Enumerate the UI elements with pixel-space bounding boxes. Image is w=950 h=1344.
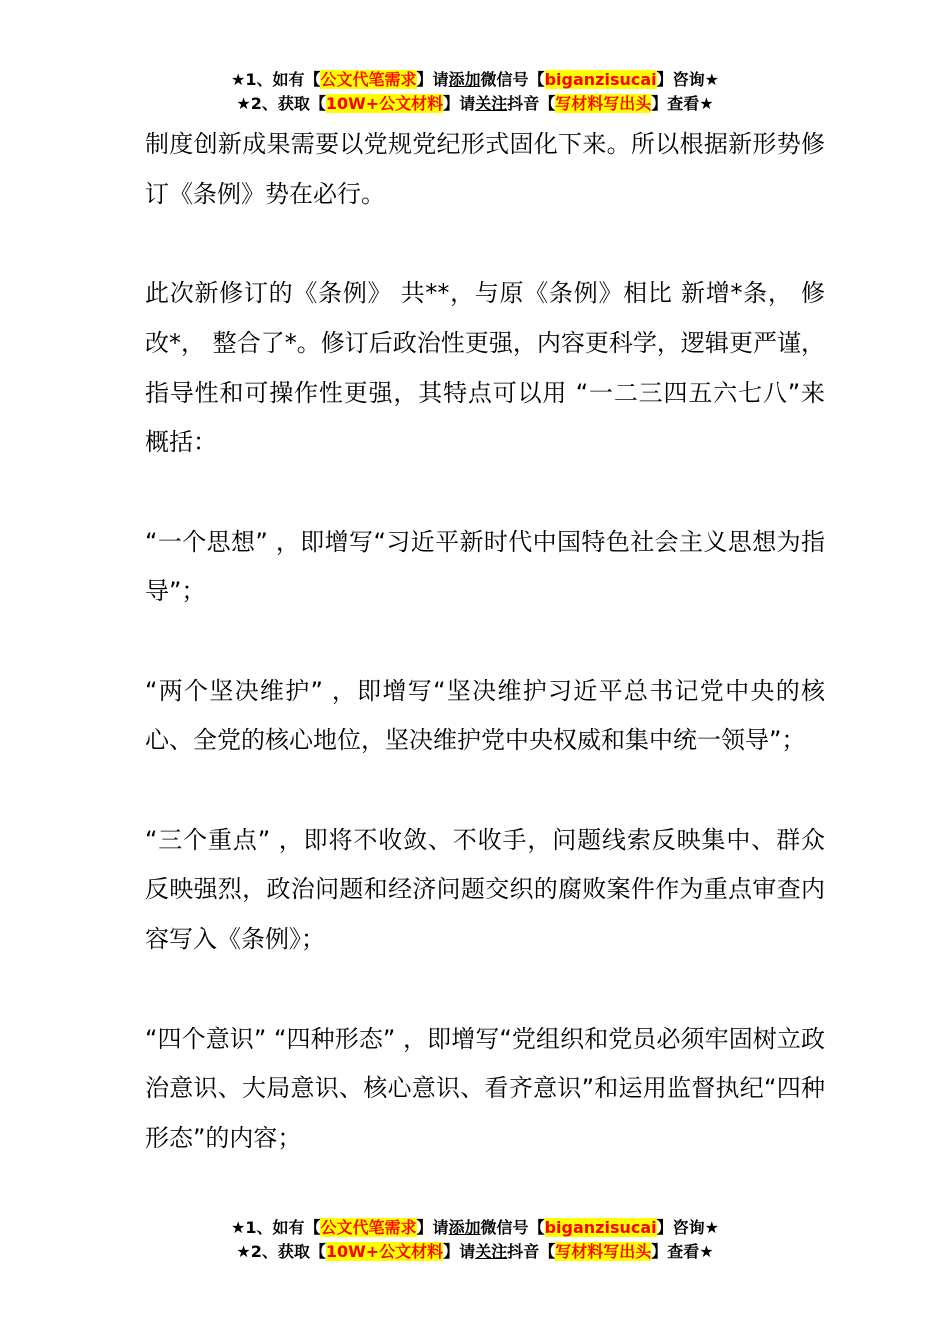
underlined-text: 添加 <box>448 70 481 89</box>
paragraph: “四个意识” “四种形态” ，即增写“党组织和党员必须牢固树立政治意识、大局意识、核心意识、看齐意识”和运用监督执纪“四种形态”的内容； <box>145 1024 825 1152</box>
banner-line-1 <box>0 68 950 92</box>
bracket: 【 <box>528 1218 545 1237</box>
underlined-text: 添加 <box>448 1218 481 1237</box>
bracket: 】 <box>656 70 673 89</box>
banner-text: 请 <box>432 70 449 89</box>
highlight-service: 公文代笔需求 <box>320 70 417 89</box>
banner-text: 咨询★ <box>672 70 720 89</box>
bracket: 【 <box>528 70 545 89</box>
bracket: 【 <box>539 94 556 113</box>
bracket: 【 <box>539 1242 556 1261</box>
bracket: 】 <box>656 1218 673 1237</box>
bracket: 【 <box>304 1218 321 1237</box>
banner-text: 微信号 <box>480 70 529 89</box>
banner-text: ★1、如有 <box>230 70 305 89</box>
paragraph: “三个重点” ，即将不收敛、不收手，问题线索反映集中、群众反映强烈，政治问题和经济问题交织的腐败案件作为重点审查内容写入《条例》； <box>145 825 825 954</box>
highlight-wechat-id: biganzisucai <box>544 70 657 89</box>
paragraph: 此次新修订的《条例》 共**，与原《条例》相比 新增*条， 修改*， 整合了*。修订后政治性更强，内容更科学，逻辑更严谨，指导性和可操作性更强，其特点可以用 “一二三四五六七八”来概括： <box>145 279 825 457</box>
banner-text: 微信号 <box>480 1218 529 1237</box>
paragraph: “两个坚决维护” ，即增写“坚决维护习近平总书记党中央的核心、全党的核心地位，坚决维护党中央权威和集中统一领导”； <box>145 676 825 755</box>
bracket: 】 <box>651 1242 668 1261</box>
banner-text: 查看★ <box>667 94 714 113</box>
banner-line-2 <box>0 92 950 116</box>
bracket: 】 <box>651 94 668 113</box>
banner-text: 抖音 <box>507 1242 540 1261</box>
banner-text: ★2、获取 <box>236 1242 310 1261</box>
underlined-text: 关注 <box>475 94 508 113</box>
banner-text: 请 <box>459 1242 476 1261</box>
bracket: 【 <box>304 70 321 89</box>
bracket: 】 <box>416 70 433 89</box>
paragraph: “一个思想” ，即增写“习近平新时代中国特色社会主义思想为指导”； <box>145 527 825 606</box>
header-banner <box>0 68 950 116</box>
highlight-douyin-account: 写材料写出头 <box>555 94 652 113</box>
banner-text: 查看★ <box>667 1242 714 1261</box>
banner-line-1 <box>0 1216 950 1240</box>
highlight-materials: 10W+公文材料 <box>325 94 444 113</box>
bracket: 】 <box>443 94 460 113</box>
bracket: 【 <box>309 94 326 113</box>
banner-text: 请 <box>432 1218 449 1237</box>
banner-text: 请 <box>459 94 476 113</box>
document-body <box>145 120 825 1164</box>
paragraph: 制度创新成果需要以党规党纪形式固化下来。所以根据新形势修订《条例》势在必行。 <box>145 130 825 208</box>
highlight-materials: 10W+公文材料 <box>325 1242 444 1261</box>
bracket: 【 <box>309 1242 326 1261</box>
highlight-douyin-account: 写材料写出头 <box>555 1242 652 1261</box>
footer-banner <box>0 1216 950 1264</box>
bracket: 】 <box>416 1218 433 1237</box>
highlight-wechat-id: biganzisucai <box>544 1218 657 1237</box>
highlight-service: 公文代笔需求 <box>320 1218 417 1237</box>
banner-text: ★2、获取 <box>236 94 310 113</box>
banner-text: 咨询★ <box>672 1218 720 1237</box>
banner-line-2 <box>0 1240 950 1264</box>
underlined-text: 关注 <box>475 1242 508 1261</box>
bracket: 】 <box>443 1242 460 1261</box>
banner-text: 抖音 <box>507 94 540 113</box>
banner-text: ★1、如有 <box>230 1218 305 1237</box>
